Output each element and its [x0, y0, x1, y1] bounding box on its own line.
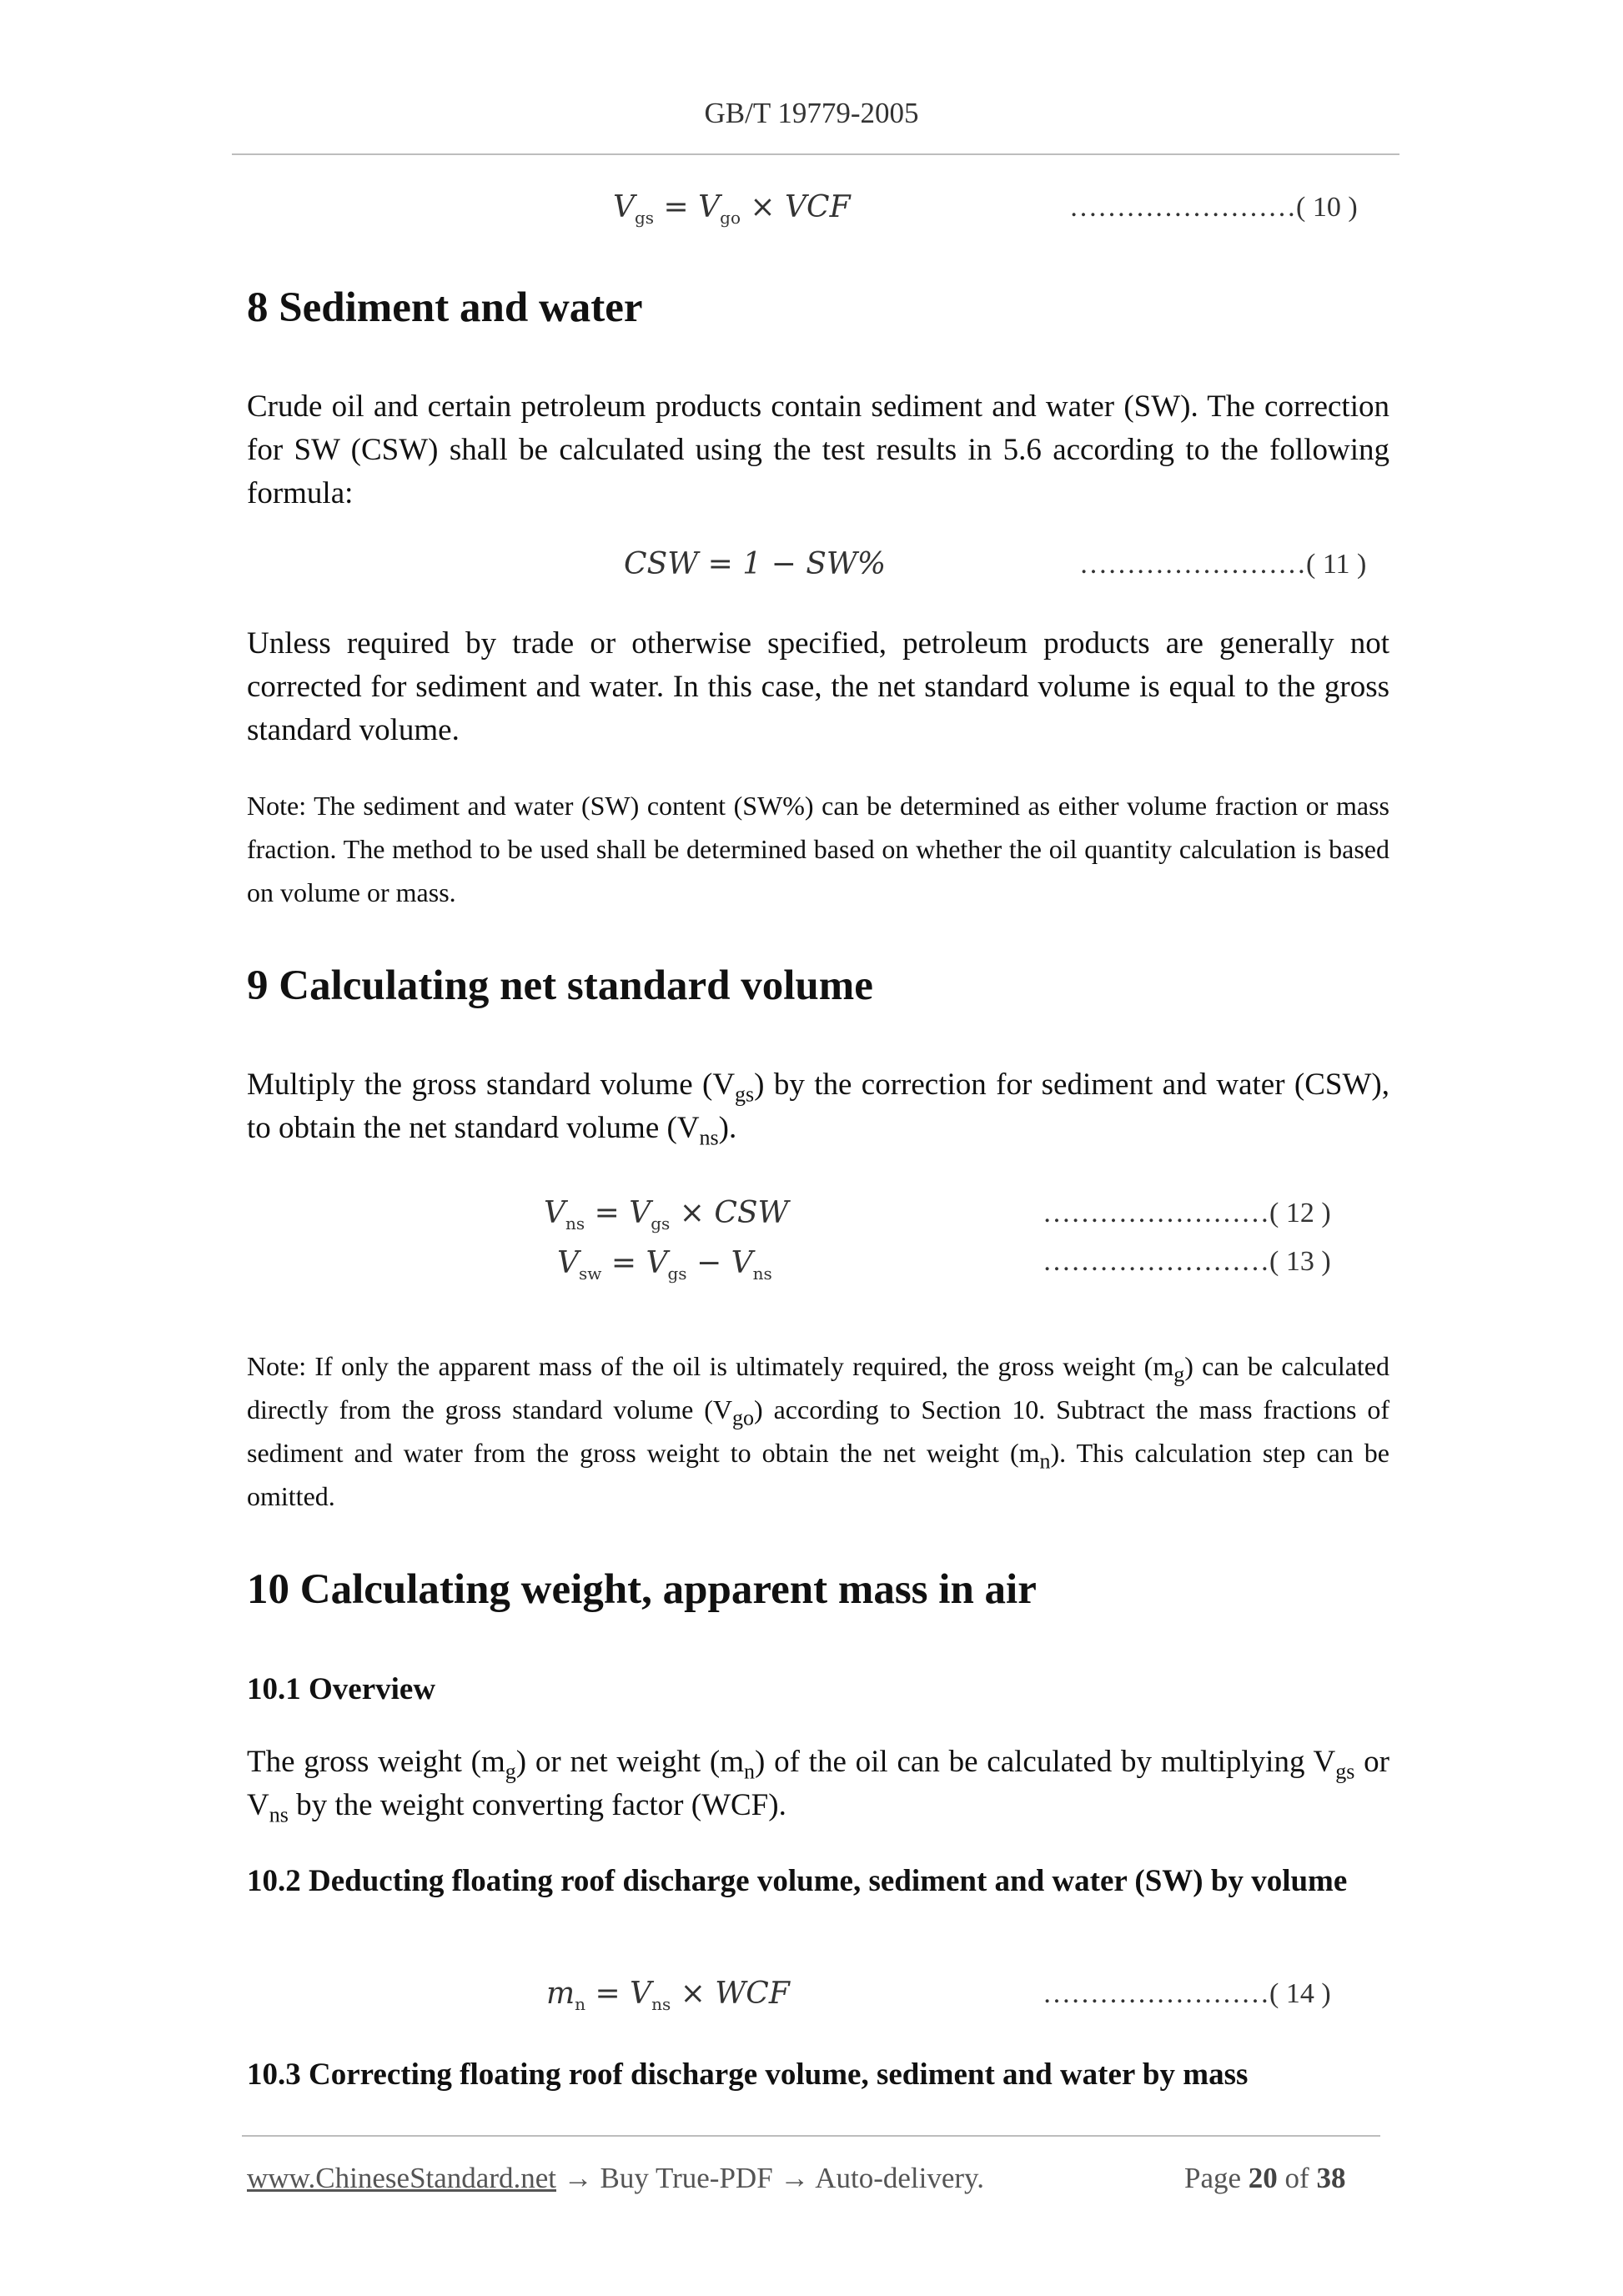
equation-14-number: ……………………( 14 ) — [1043, 1978, 1331, 2009]
header-rule — [232, 153, 1399, 155]
equation-11: CSW = 1 − SW% — [624, 547, 887, 581]
page-number: 20 — [1248, 2162, 1278, 2194]
site-link[interactable]: www.ChineseStandard.net — [247, 2162, 556, 2194]
subsection-10-1-para: The gross weight $(m_g)$ or net weight $(m_n)$ of the oil can be calculated by multiplying $V_{gs}$ or $V_{ns}$ by the weight converting factor (WCF). — [247, 1745, 1389, 1827]
footer-rule — [242, 2135, 1380, 2137]
equation-13-number: ……………………( 13 ) — [1043, 1246, 1331, 1277]
page-label: Page — [1184, 2162, 1242, 2194]
equation-14: $m_n = V_{ns}$ × WCF — [546, 1977, 790, 2015]
of-label: of — [1284, 2162, 1309, 2194]
equation-12-number: ……………………( 12 ) — [1043, 1198, 1331, 1228]
footer-promo — [247, 2162, 984, 2195]
subsection-10-1-heading: 10.1 Overview — [247, 1672, 436, 1706]
equation-10: $V_{gs} = V_{go}$ × VCF — [613, 190, 851, 229]
section-8-note: Note: The sediment and water (SW) content (SW%) can be determined as either volume fraction or mass fraction. The method to be used shall be determined based on whether the oil quantity calculation is based on volume or mass. — [247, 791, 1389, 907]
section-8-para-1: Crude oil and certain petroleum products contain sediment and water (SW). The correction for SW (CSW) shall be calculated using the test results in 5.6 according to the following formula: — [247, 389, 1389, 510]
equation-11-number: ……………………( 11 ) — [1079, 549, 1367, 580]
promo-text: → Buy True-PDF → Auto-delivery. — [563, 2162, 985, 2194]
subsection-10-2-heading: 10.2 Deducting floating roof discharge volume, sediment and water (SW) by volume — [247, 1864, 1348, 1898]
section-9-note: Note: If only the apparent mass of the oil is ultimately required, the gross weight $(m_g)$ can be calculated directly from the gross standard volume $(V_{go})$ according to Section 10. Subtract the mass fractions of sediment and water from the gross weight to obtain the net weight $(m_n)$. This calculation step can be omitted. — [247, 1351, 1390, 1511]
section-8-para-2: Unless required by trade or otherwise specified, petroleum products are generally not corrected for sediment and water. In this case, the net standard volume is equal to the gross standard volume. — [247, 626, 1389, 747]
equation-12: $V_{ns} = V_{gs}$ × CSW — [544, 1196, 789, 1234]
page-total: 38 — [1316, 2162, 1346, 2194]
section-9-heading: 9 Calculating net standard volume — [247, 962, 873, 1009]
equation-13: $V_{sw} = V_{gs} - V_{ns}$ — [557, 1246, 772, 1284]
section-9-para: Multiply the gross standard volume $(V_{gs})$ by the correction for sediment and water (CSW), to obtain the net standard volume $(V_{ns})$. — [247, 1068, 1389, 1150]
page-indicator — [1184, 2162, 1345, 2195]
subsection-10-3-heading: 10.3 Correcting floating roof discharge volume, sediment and water by mass — [247, 2057, 1249, 2092]
section-8-heading: 8 Sediment and water — [247, 284, 643, 331]
document-code-header: GB/T 19779-2005 — [704, 97, 919, 129]
equation-10-number: ……………………( 10 ) — [1069, 192, 1358, 223]
section-10-heading: 10 Calculating weight, apparent mass in air — [247, 1566, 1037, 1613]
